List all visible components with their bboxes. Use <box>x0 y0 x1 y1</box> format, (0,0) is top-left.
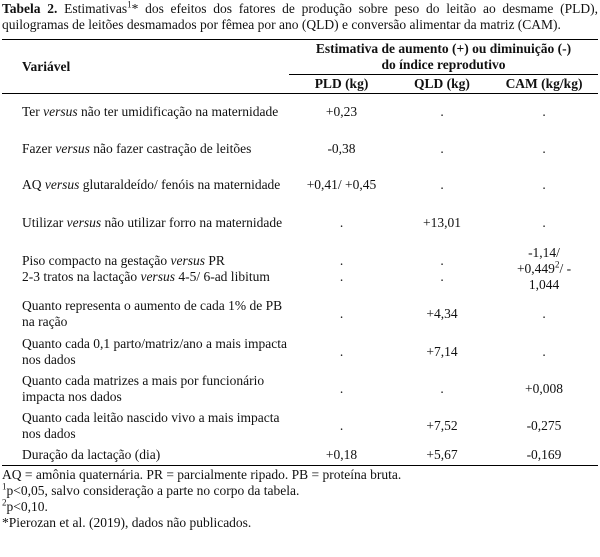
row-pld: . <box>339 306 344 321</box>
table-row <box>2 333 598 371</box>
row-variable: Duração da lactação (dia) <box>2 445 289 466</box>
row-cam: . <box>542 177 546 192</box>
row-pld: . <box>339 343 344 359</box>
row-cam: . <box>542 306 546 321</box>
table-row <box>2 371 598 408</box>
table-row <box>2 204 598 242</box>
row-pld: -0,38 <box>327 140 356 156</box>
caption-text-a: Estimativas <box>57 1 128 16</box>
caption-label: Tabela 2. <box>2 1 58 16</box>
row-cam: . <box>542 104 546 120</box>
row-qld: +7,52 <box>426 418 458 433</box>
row-qld: +13,01 <box>423 214 461 230</box>
header-qld: QLD (kg) <box>394 75 490 94</box>
row-qld: +4,34 <box>426 306 458 321</box>
row-variable: Fazer versus não fazer castração de leitões <box>22 140 252 156</box>
caption-text-b: * dos efeitos dos fatores de produção sobre peso do leitão ao desmame (PLD), quilogramas de leitões desmamados por fêmea por ano (QLD) e conversão alimentar da matriz (CAM). <box>2 1 598 32</box>
row-qld: . . <box>440 252 444 284</box>
table-row <box>2 296 598 333</box>
row-qld: . <box>440 177 444 192</box>
row-pld: +0,41/ +0,45 <box>306 177 377 192</box>
row-qld: +7,14 <box>426 343 458 359</box>
row-cam: -1,14/ $+0,449^2/$ - 1,044 <box>516 244 572 292</box>
row-qld: . <box>440 104 444 120</box>
table-row <box>2 167 598 204</box>
row-variable: Utilizar versus não utilizar forro na maternidade <box>22 214 283 230</box>
row-pld: . . <box>339 252 344 284</box>
row-cam: -0,169 <box>490 445 598 466</box>
header-group-line2: do índice reprodutivo <box>381 57 506 72</box>
table-row <box>2 131 598 167</box>
header-group-line1: Estimativa de aumento (+) ou diminuição (-) <box>315 41 572 56</box>
note-2: $^2$p<0,10. <box>2 497 48 514</box>
row-variable: Piso compacto na gestação versus PR 2-3 tratos na lactação versus 4-5/ 6-ad libitum <box>22 252 270 284</box>
note-abbreviations: AQ = amônia quaternária. PR = parcialmente ripado. PB = proteína bruta. <box>2 466 402 482</box>
row-cam: +0,008 <box>525 381 563 396</box>
row-qld: . <box>440 381 444 396</box>
row-cam: . <box>542 343 546 359</box>
table-row <box>2 94 598 131</box>
row-qld: +5,67 <box>394 445 490 466</box>
row-qld: . <box>440 140 444 156</box>
row-pld: . <box>339 381 344 396</box>
row-cam: . <box>542 214 546 230</box>
results-table <box>2 39 598 466</box>
table-row <box>2 408 598 445</box>
row-variable: Quanto cada 0,1 parto/matriz/ano a mais impacta nos dados <box>22 335 288 367</box>
table-row <box>2 242 598 296</box>
table-notes <box>2 467 598 531</box>
header-group <box>289 40 598 75</box>
row-pld: +0,23 <box>325 104 358 120</box>
row-cam: . <box>542 140 546 156</box>
row-cam: -0,275 <box>526 418 562 433</box>
caption-sup: 1 <box>127 0 132 10</box>
row-pld: +0,18 <box>289 445 394 466</box>
row-variable: Quanto cada leitão nascido vivo a mais impacta nos dados <box>22 410 280 441</box>
note-1: $^1$p<0,05, salvo consideração a parte no corpo da tabela. <box>2 481 300 498</box>
header-pld: PLD (kg) <box>289 75 394 94</box>
row-variable: Ter versus não ter umidificação na maternidade <box>22 104 279 120</box>
table-caption <box>2 1 598 33</box>
row-pld: . <box>339 214 344 230</box>
row-variable: Quanto cada matrizes a mais por funcionário impacta nos dados <box>22 373 265 404</box>
row-pld: . <box>339 418 344 433</box>
header-variable: Variável <box>2 40 289 94</box>
row-variable: AQ versus glutaraldeído/ fenóis na maternidade <box>22 177 281 192</box>
row-variable: Quanto representa o aumento de cada 1% de PB na ração <box>22 298 283 329</box>
note-source: *Pierozan et al. (2019), dados não publicados. <box>2 514 252 530</box>
header-cam: CAM (kg/kg) <box>490 75 598 94</box>
table-row <box>2 445 598 466</box>
